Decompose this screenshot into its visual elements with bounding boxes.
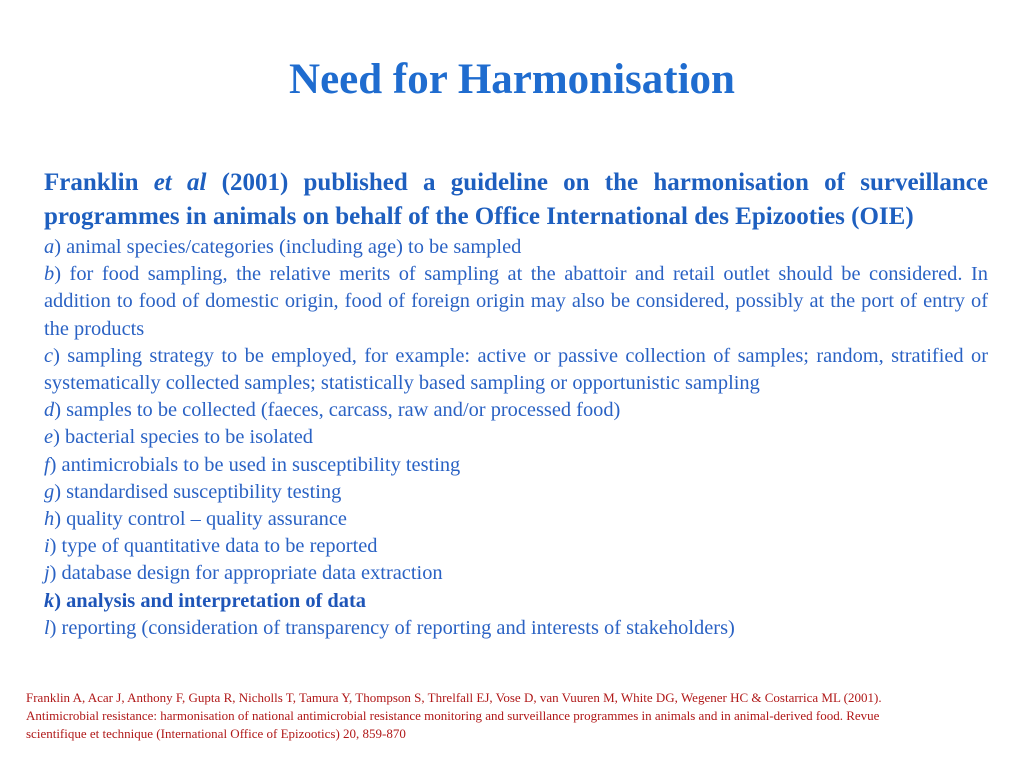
- intro-text-end: (2001) published a guideline on the harmonisation of surveillance programmes in animals on behalf of the Office International des Epizooties (OIE): [44, 169, 988, 230]
- list-item-text: ) antimicrobials to be used in susceptibility testing: [49, 453, 461, 476]
- list-item-letter: k: [44, 589, 55, 612]
- list-item-letter: g: [44, 480, 55, 503]
- intro-paragraph: [44, 166, 988, 234]
- list-item-text: ) analysis and interpretation of data: [54, 589, 366, 612]
- list-item-text: ) for food sampling, the relative merits of sampling at the abattoir and retail outlet should be considered. In addition to food of domestic origin, food of foreign origin may also be considered, possibly at the port of entry of the products: [44, 263, 988, 340]
- list-item: [44, 397, 988, 424]
- list-item: [44, 560, 988, 587]
- list-item: [44, 533, 988, 560]
- list-item-letter: f: [44, 453, 50, 476]
- list-item: [44, 479, 988, 506]
- list-item: [44, 261, 988, 343]
- list-item-letter: i: [44, 535, 50, 558]
- list-item-letter: c: [44, 344, 54, 367]
- list-item-text: ) samples to be collected (faeces, carcass, raw and/or processed food): [54, 399, 621, 422]
- list-item-letter: b: [44, 263, 55, 286]
- list-item-letter: l: [44, 616, 50, 639]
- list-item-text: ) reporting (consideration of transparency of reporting and interests of stakeholders): [49, 616, 735, 639]
- list-item-text: ) quality control – quality assurance: [54, 508, 347, 531]
- list-item: [44, 234, 988, 261]
- list-item-letter: a: [44, 236, 55, 258]
- list-item-text: ) sampling strategy to be employed, for example: active or passive collection of samples; random, stratified or systematically collected samples; statistically based sampling or opportunistic sampling: [44, 344, 988, 395]
- reference-citation: Franklin A, Acar J, Anthony F, Gupta R, Nicholls T, Tamura Y, Thompson S, Threlfall EJ, Vose D, van Vuuren M, White DG, Wegener HC & Costarrica ML (2001). Antimicrobial resistance: harmonisation of national antimicrobial resistance monitoring and surveillance programmes in animals and in animal-derived food. Revue scientifique et technique (International Office of Epizootics) 20, 859-870: [26, 690, 882, 741]
- intro-text-start: Franklin: [44, 169, 154, 196]
- list-item: [44, 452, 988, 479]
- slide-content: [44, 166, 988, 642]
- list-item-text: ) type of quantitative data to be reported: [49, 535, 378, 558]
- list-item: [44, 424, 988, 451]
- list-item-text: ) animal species/categories (including age) to be sampled: [54, 236, 522, 258]
- list-item-letter: h: [44, 508, 55, 531]
- list-item: [44, 615, 988, 642]
- list-item-letter: d: [44, 399, 55, 422]
- list-item-text: ) standardised susceptibility testing: [54, 480, 342, 503]
- guideline-list: [44, 234, 988, 642]
- intro-et-al: et al: [153, 169, 207, 196]
- list-item: [44, 343, 988, 397]
- list-item-letter: e: [44, 426, 54, 449]
- list-item-text: ) bacterial species to be isolated: [53, 426, 313, 449]
- list-item: [44, 506, 988, 533]
- slide-title: Need for Harmonisation: [289, 56, 735, 103]
- list-item-highlighted: [44, 588, 988, 615]
- list-item-text: ) database design for appropriate data extraction: [49, 562, 443, 585]
- list-item-letter: j: [44, 562, 50, 585]
